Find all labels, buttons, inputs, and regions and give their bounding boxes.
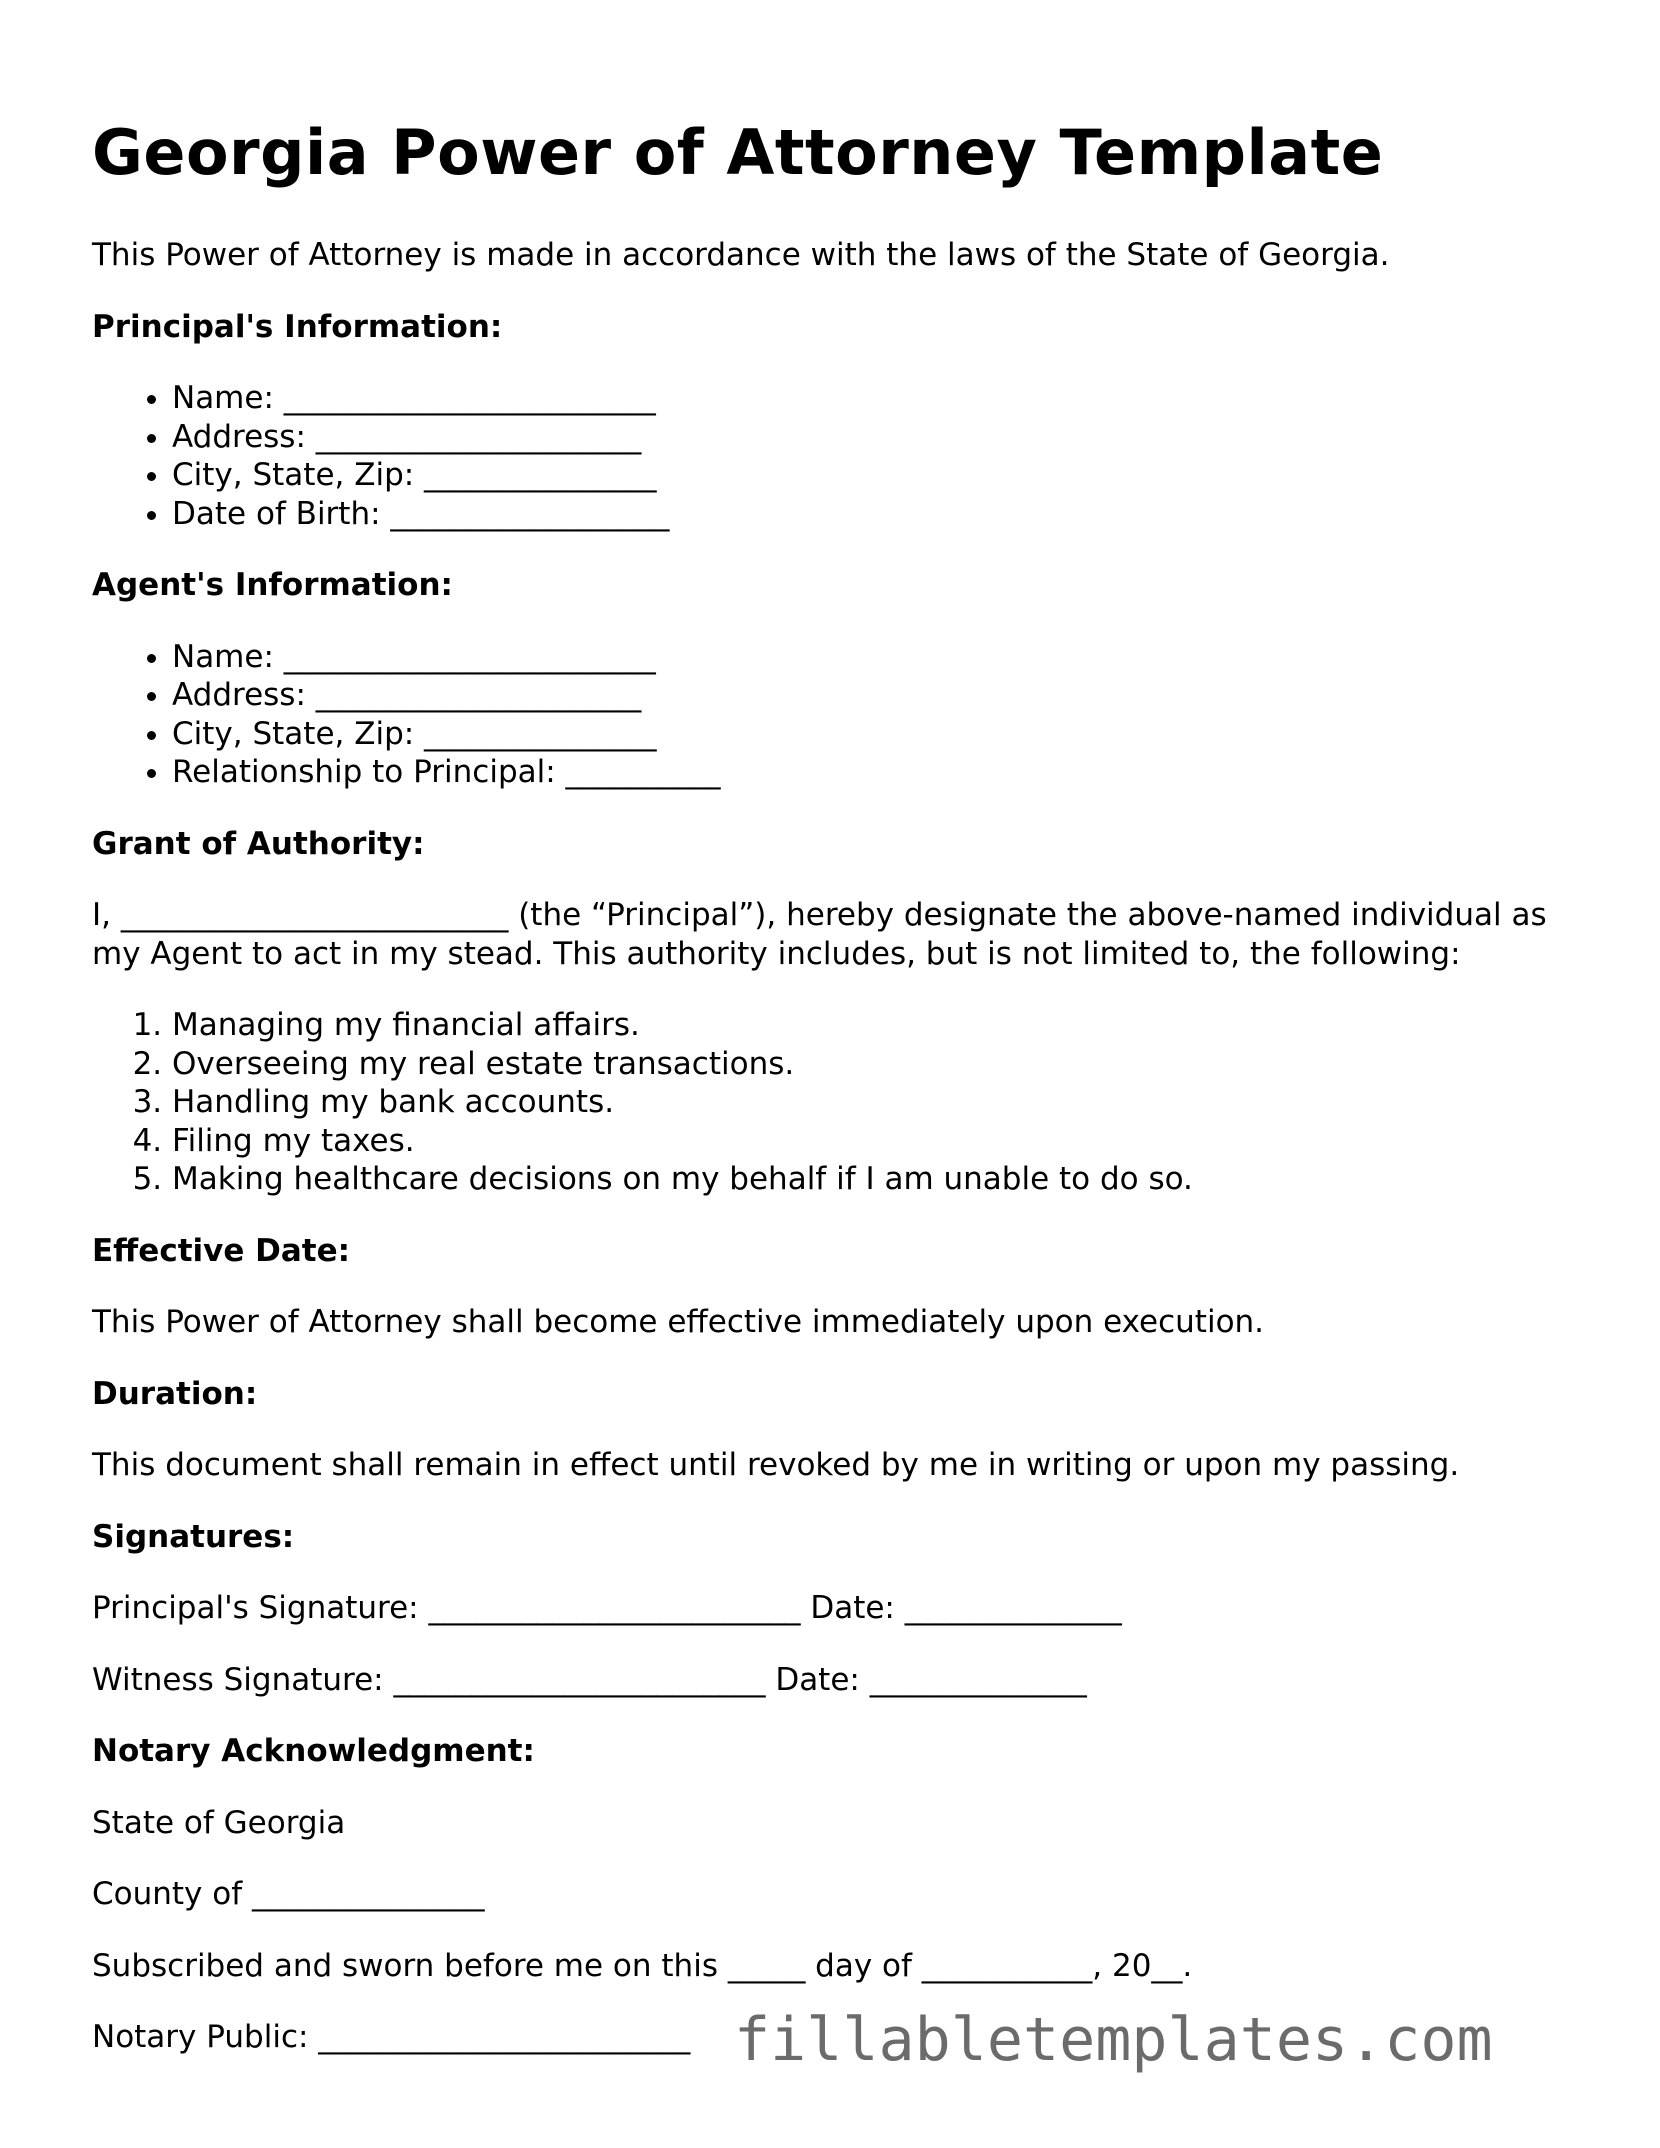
- agent-fields: [92, 638, 1592, 792]
- power-item: 1. Managing my financial affairs.: [172, 1006, 1592, 1045]
- agent-name-field: • Name: ________________________: [172, 638, 1592, 677]
- agent-address-field: • Address: _____________________: [172, 676, 1592, 715]
- notary-heading: Notary Acknowledgment:: [92, 1733, 535, 1769]
- power-item: 2. Overseeing my real estate transactions.: [172, 1045, 1592, 1084]
- effective-text: This Power of Attorney shall become effective immediately upon execution.: [92, 1304, 1265, 1340]
- duration-text: This document shall remain in effect until revoked by me in writing or upon my passing.: [92, 1447, 1460, 1483]
- agent-heading: Agent's Information:: [92, 567, 453, 603]
- agent-relationship-field: • Relationship to Principal: __________: [172, 753, 1592, 792]
- principal-signature-line: Principal's Signature: ________________________ Date: ______________: [92, 1590, 1122, 1626]
- principal-name-field: • Name: ________________________: [172, 379, 1592, 418]
- intro-text: This Power of Attorney is made in accordance with the laws of the State of Georgia.: [92, 237, 1390, 273]
- principal-city-field: • City, State, Zip: _______________: [172, 456, 1592, 495]
- notary-public-line: Notary Public: ________________________: [92, 2019, 691, 2055]
- principal-heading: Principal's Information:: [92, 308, 503, 345]
- notary-county-line: County of _______________: [92, 1876, 485, 1912]
- principal-address-field: • Address: _____________________: [172, 418, 1592, 457]
- duration-heading: Duration:: [92, 1375, 258, 1412]
- principal-dob-field: • Date of Birth: __________________: [172, 495, 1592, 534]
- witness-signature-line: Witness Signature: ________________________ Date: ______________: [92, 1661, 1087, 1698]
- document-page: [92, 0, 1592, 2057]
- power-item: 4. Filing my taxes.: [172, 1122, 1592, 1161]
- notary-state: State of Georgia: [92, 1804, 346, 1841]
- watermark: fillabletemplates.com: [734, 2005, 1493, 2075]
- signatures-heading: Signatures:: [92, 1518, 295, 1555]
- grant-heading: Grant of Authority:: [92, 825, 425, 862]
- power-item: 3. Handling my bank accounts.: [172, 1083, 1592, 1122]
- grant-text: I, _________________________ (the “Principal”), hereby designate the above-named individual as my Agent to act in my stead. This authority includes, but is not limited to, the following:: [92, 897, 1547, 972]
- powers-list: [92, 1006, 1592, 1199]
- document-title: Georgia Power of Attorney Template: [92, 116, 1384, 189]
- principal-fields: [92, 379, 1592, 533]
- agent-city-field: • City, State, Zip: _______________: [172, 715, 1592, 754]
- power-item: 5. Making healthcare decisions on my behalf if I am unable to do so.: [172, 1160, 1592, 1199]
- effective-heading: Effective Date:: [92, 1232, 351, 1269]
- notary-sworn-line: Subscribed and sworn before me on this _____ day of ___________, 20__.: [92, 1947, 1193, 1984]
